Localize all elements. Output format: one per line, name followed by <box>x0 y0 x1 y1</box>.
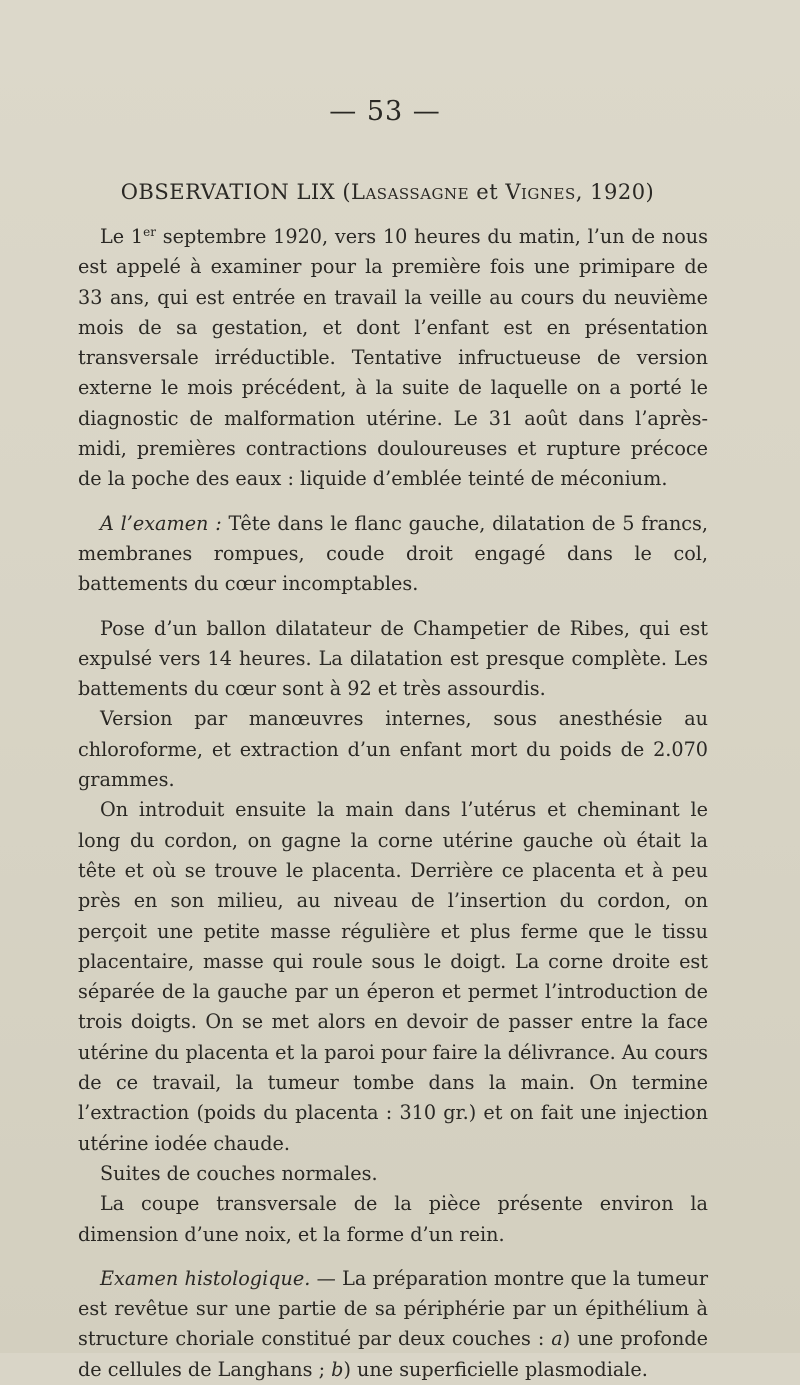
paragraph-examination <box>78 509 708 600</box>
page-number: — 53 — <box>329 96 441 127</box>
paragraph-lead: A l’examen : <box>100 511 222 535</box>
paragraph-delivery <box>78 795 708 1159</box>
paragraph-text: — La préparation montre que la tumeur est revêtue sur une partie de sa périphérie par un épithélium à structure choriale constitué par deux couches : <box>78 1266 708 1351</box>
paragraph-text: Pose d’un ballon dilatateur de Champetier de Ribes, qui est expulsé vers 14 heures. La dilatation est presque complète. Les battements du cœur sont à 92 et très assourdis. <box>78 616 708 701</box>
paragraph-text: septembre 1920, vers 10 heures du matin, l’un de nous est appelé à examiner pour la première fois une primipare de 33 ans, qui est entrée en travail la veille au cours du neuvième mois de sa gestation, et dont l’enfant est en présentation transversale irréductible. Tentative infructueuse de version externe le mois précédent, à la suite de laquelle on a porté le diagnostic de malformation utérine. Le 31 août dans l’après-midi, premières contractions douloureuses et rupture précoce de la poche des eaux : liquide d’emblée teinté de méconium. <box>78 225 708 491</box>
heading-suffix: , 1920) <box>575 180 655 204</box>
paragraph-text: Suites de couches normales. <box>100 1161 378 1185</box>
paragraph-text: Tête dans le flanc gauche, dilatation de 5 francs, membranes rompues, coude droit engagé dans le col, battements du cœur incomptables. <box>78 511 709 596</box>
heading-author-1: Lasassagne <box>351 180 470 204</box>
paragraph-lead: Examen histologique. <box>100 1266 311 1290</box>
paragraph-text: Version par manœuvres internes, sous anesthésie au chloroforme, et extraction d’un enfant mort du poids de 2.070 grammes. <box>78 707 708 792</box>
observation-body <box>78 222 708 1385</box>
paragraph-suites <box>78 1159 708 1189</box>
paragraph-text: ) une profonde de cellules de Langhans ; <box>78 1327 708 1381</box>
heading-author-2: Vignes <box>505 180 576 204</box>
paragraph-histology <box>78 1264 708 1385</box>
paragraph-balloon <box>78 614 708 705</box>
paragraph-version <box>78 704 708 795</box>
paragraph-text: Le 1 <box>100 225 144 248</box>
observation-heading <box>0 180 775 204</box>
ordinal-superscript: er <box>143 225 156 239</box>
list-label-a: a <box>551 1327 563 1351</box>
paragraph-onset <box>78 222 708 495</box>
paragraph-text: On introduit ensuite la main dans l’utérus et cheminant le long du cordon, on gagne la corne utérine gauche où était la tête et où se trouve le placenta. Derrière ce placenta et à peu près en son milieu, au niveau de l’insertion du cordon, on perçoit une petite masse régulière et plus ferme que le tissu placentaire, masse qui roule sous le doigt. La corne droite est séparée de la gauche par un éperon et permet l’introduction de trois doigts. On se met alors en devoir de passer entre la face utérine du placenta et la paroi pour faire la délivrance. Au cours de ce travail, la tumeur tombe dans la main. On termine l’extraction (poids du placenta : 310 gr.) et on fait une injection utérine iodée chaude. <box>78 798 708 1155</box>
paragraph-text: ) une superficielle plasmodiale. <box>343 1357 648 1381</box>
paragraph-text: La coupe transversale de la pièce présente environ la dimension d’une noix, et la forme d’un rein. <box>78 1192 708 1246</box>
list-label-b: b <box>331 1357 344 1381</box>
heading-prefix: OBSERVATION LIX ( <box>120 180 352 204</box>
paragraph-section <box>78 1189 708 1250</box>
heading-conjunction: et <box>469 180 506 204</box>
